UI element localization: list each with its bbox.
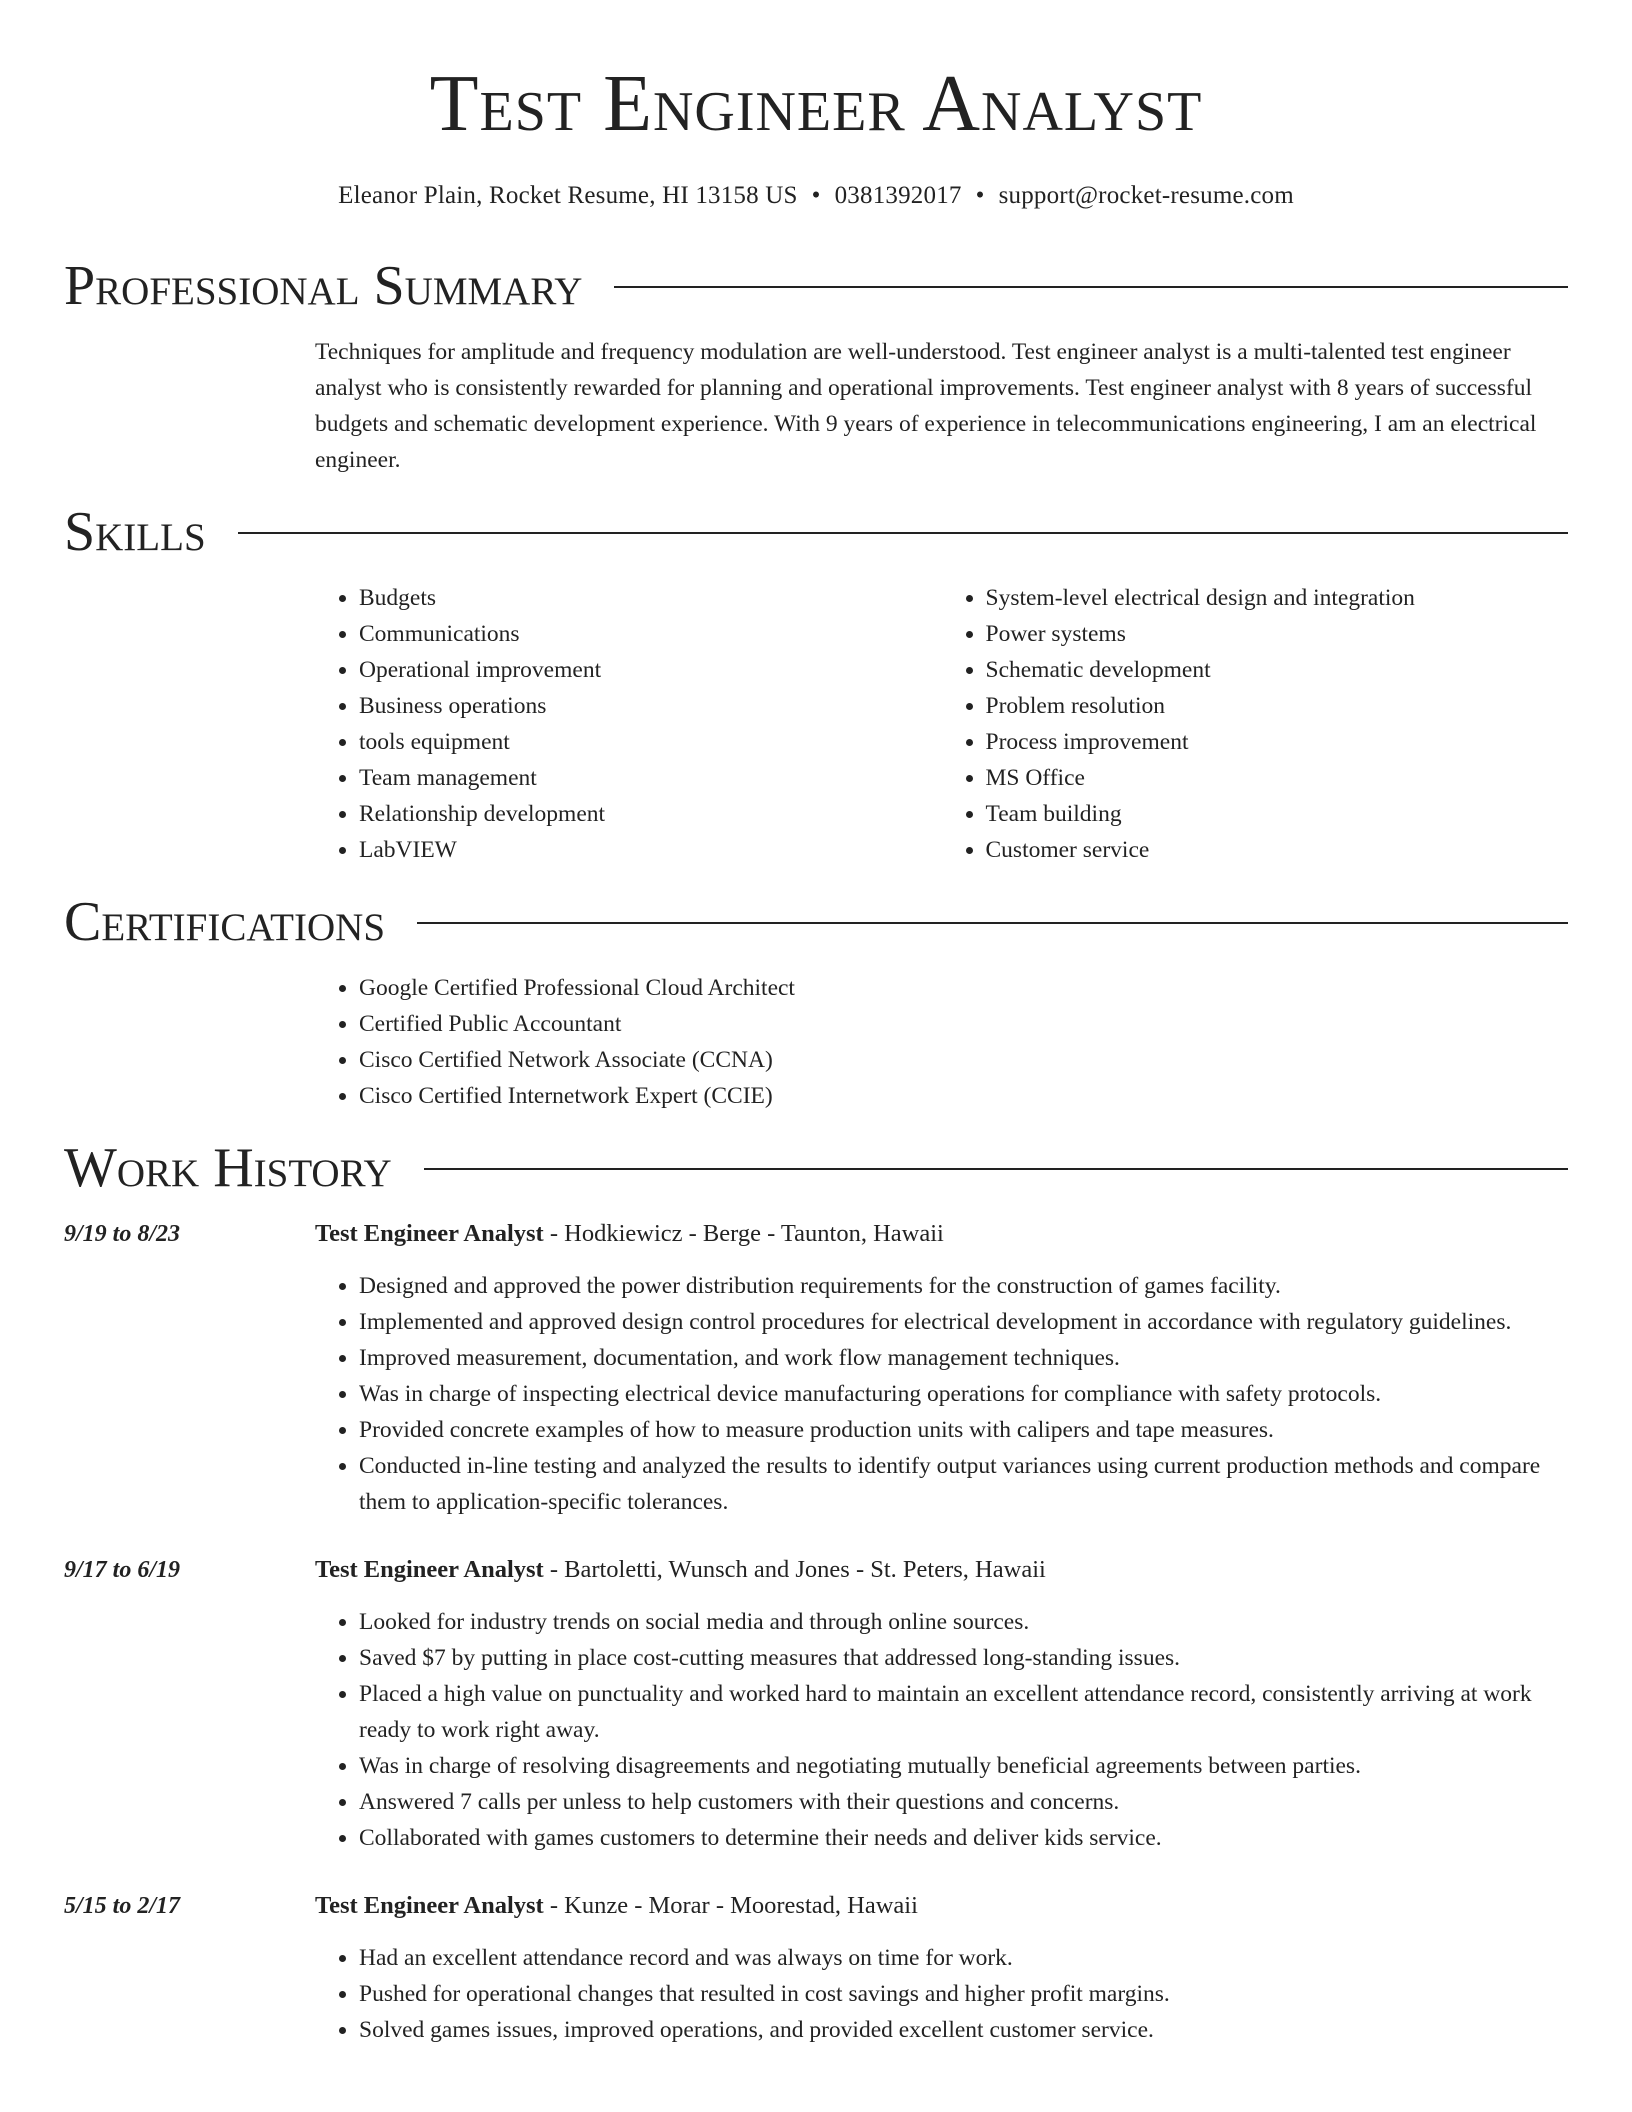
list-item: • Was in charge of inspecting electrical device manufacturing operations for compliance with safety protocols.: [359, 1376, 1568, 1412]
job-entry: [64, 1216, 1568, 1520]
job-dates: 5/15 to 2/17: [64, 1893, 181, 1919]
separator-dot: •: [811, 182, 821, 209]
contact-address: Eleanor Plain, Rocket Resume, HI 13158 US: [338, 182, 798, 209]
job-company: - Kunze - Morar - Moorestad, Hawaii: [543, 1892, 918, 1919]
section-header: [64, 891, 1568, 953]
contact-email: support@rocket-resume.com: [998, 182, 1294, 209]
list-item: • Team management: [359, 760, 942, 796]
summary-section: [64, 255, 1568, 478]
skills-list-left: [315, 580, 942, 868]
section-header: [64, 255, 1568, 317]
job-role: Test Engineer Analyst: [315, 1220, 544, 1247]
list-item: • Solved games issues, improved operations, and provided excellent customer service.: [359, 2012, 1568, 2048]
list-item: • Placed a high value on punctuality and worked hard to maintain an excellent attendance record, consistently arriving at work ready to work right away.: [359, 1676, 1568, 1748]
skills-section: [64, 501, 1568, 868]
list-item: • Power systems: [986, 616, 1569, 652]
section-divider: [417, 922, 1568, 924]
job-title-line: [315, 1216, 1568, 1252]
job-entry: [64, 1552, 1568, 1856]
list-item: • Was in charge of resolving disagreements and negotiating mutually beneficial agreements between parties.: [359, 1748, 1568, 1784]
section-divider: [424, 1168, 1568, 1170]
list-item: • Cisco Certified Network Associate (CCNA): [359, 1042, 1568, 1078]
job-role: Test Engineer Analyst: [315, 1556, 544, 1583]
list-item: • Improved measurement, documentation, and work flow management techniques.: [359, 1340, 1568, 1376]
list-item: • tools equipment: [359, 724, 942, 760]
job-details: [315, 1552, 1568, 1856]
section-divider: [614, 286, 1568, 288]
contact-line: [0, 182, 1632, 210]
job-entry: [64, 1888, 1568, 2048]
work-history-section: [64, 1137, 1568, 2048]
skills-columns: [315, 580, 1568, 868]
job-bullets: [315, 1940, 1568, 2048]
list-item: • Pushed for operational changes that resulted in cost savings and higher profit margins.: [359, 1976, 1568, 2012]
certifications-list: [315, 970, 1568, 1114]
job-company: - Hodkiewicz - Berge - Taunton, Hawaii: [543, 1220, 944, 1247]
list-item: • Cisco Certified Internetwork Expert (CCIE): [359, 1078, 1568, 1114]
resume-name-title: Test Engineer Analyst: [429, 60, 1203, 148]
list-item: • Had an excellent attendance record and was always on time for work.: [359, 1940, 1568, 1976]
list-item: • Schematic development: [986, 652, 1569, 688]
list-item: • Saved $7 by putting in place cost-cutting measures that addressed long-standing issues.: [359, 1640, 1568, 1676]
list-item: • Designed and approved the power distribution requirements for the construction of games facility.: [359, 1268, 1568, 1304]
list-item: • Problem resolution: [986, 688, 1569, 724]
list-item: • Looked for industry trends on social media and through online sources.: [359, 1604, 1568, 1640]
job-dates: 9/17 to 6/19: [64, 1557, 181, 1583]
list-item: • Communications: [359, 616, 942, 652]
skills-heading: Skills: [64, 501, 206, 563]
job-bullets: [315, 1268, 1568, 1520]
list-item: • Collaborated with games customers to determine their needs and deliver kids service.: [359, 1820, 1568, 1856]
skills-list-right: [942, 580, 1569, 868]
job-title-line: [315, 1888, 1568, 1924]
list-item: • Process improvement: [986, 724, 1569, 760]
certifications-section: [64, 891, 1568, 1114]
list-item: • Business operations: [359, 688, 942, 724]
separator-dot: •: [975, 182, 985, 209]
work-history-heading: Work History: [64, 1137, 392, 1199]
job-bullets: [315, 1604, 1568, 1856]
certifications-content: [315, 970, 1568, 1114]
list-item: • LabVIEW: [359, 832, 942, 868]
list-item: • System-level electrical design and integration: [986, 580, 1569, 616]
job-dates: 9/19 to 8/23: [64, 1221, 181, 1247]
job-details: [315, 1888, 1568, 2048]
list-item: • Relationship development: [359, 796, 942, 832]
skills-column-left: [315, 580, 942, 868]
job-details: [315, 1216, 1568, 1520]
list-item: • Team building: [986, 796, 1569, 832]
list-item: • Answered 7 calls per unless to help customers with their questions and concerns.: [359, 1784, 1568, 1820]
list-item: • Provided concrete examples of how to measure production units with calipers and tape measures.: [359, 1412, 1568, 1448]
job-company: - Bartoletti, Wunsch and Jones - St. Peters, Hawaii: [543, 1556, 1046, 1583]
job-title-line: [315, 1552, 1568, 1588]
list-item: • Google Certified Professional Cloud Architect: [359, 970, 1568, 1006]
list-item: • Certified Public Accountant: [359, 1006, 1568, 1042]
list-item: • Customer service: [986, 832, 1569, 868]
section-header: [64, 1137, 1568, 1199]
list-item: • Conducted in-line testing and analyzed the results to identify output variances using current production methods and compare them to application-specific tolerances.: [359, 1448, 1568, 1520]
section-header: [64, 501, 1568, 563]
list-item: • Implemented and approved design control procedures for electrical development in accordance with regulatory guidelines.: [359, 1304, 1568, 1340]
jobs-list: [64, 1216, 1568, 2048]
list-item: • MS Office: [986, 760, 1569, 796]
skills-column-right: [942, 580, 1569, 868]
summary-heading: Professional Summary: [64, 255, 583, 317]
list-item: • Budgets: [359, 580, 942, 616]
job-role: Test Engineer Analyst: [315, 1892, 544, 1919]
section-divider: [238, 532, 1568, 534]
certifications-heading: Certifications: [64, 891, 386, 953]
summary-text: Techniques for amplitude and frequency modulation are well-understood. Test engineer analyst is a multi-talented test engineer analyst who is consistently rewarded for planning and operational improvements. Test engineer analyst with 8 years of successful budgets and schematic development experience. With 9 years of experience in telecommunications engineering, I am an electrical engineer.: [315, 339, 1537, 473]
list-item: • Operational improvement: [359, 652, 942, 688]
contact-phone: 0381392017: [834, 182, 962, 209]
